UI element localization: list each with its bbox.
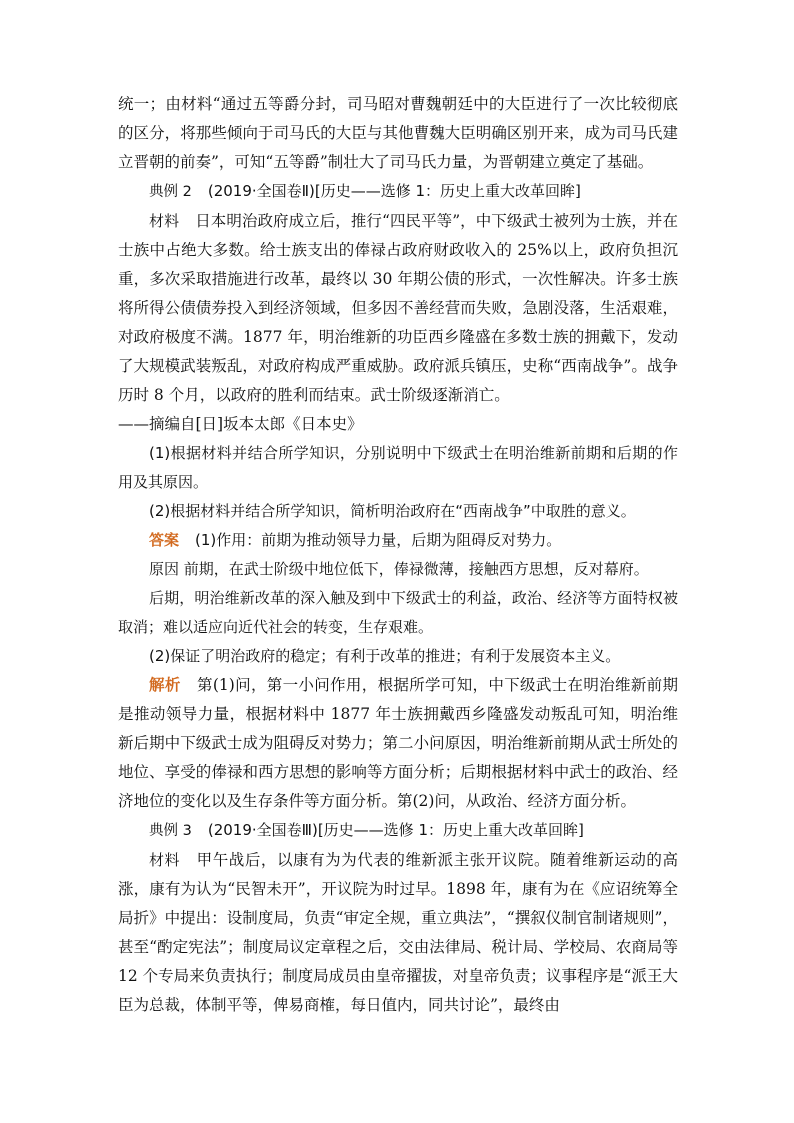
- example2-material: [118, 207, 678, 410]
- example2-question-2: (2)根据材料并结合所学知识，简析明治政府在“西南战争”中取胜的意义。: [149, 502, 636, 520]
- example2-label: 典例 2: [149, 184, 192, 200]
- example3-material-label: 材料: [149, 851, 181, 869]
- example3-source: (2019·全国卷Ⅲ)[历史——选修 1：历史上重大改革回眸]: [207, 821, 584, 839]
- example2-material-label: 材料: [149, 212, 180, 230]
- analysis-text: 第(1)问，第一小问作用，根据所学可知，中下级武士在明治维新前期是推动领导力量，根据材料中 1877 年士族拥戴西乡隆盛发动叛乱可知，明治维新后期中下级武士成为阻碍反对势力；第二小问原因，明治维新前期从武士所处的地位、享受的俸禄和西方思想的影响等方面分析；后期根据材料中武士的政治、经济地位的变化以及生存条件等方面分析。第(2)问，从政治、经济方面分析。: [118, 676, 678, 810]
- analysis-label: 解析: [149, 676, 181, 694]
- example2-answer-4: (2)保证了明治政府的稳定；有利于改革的推进；有利于发展资本主义。: [149, 647, 621, 665]
- example2-source: (2019·全国卷Ⅱ)[历史——选修 1：历史上重大改革回眸]: [207, 182, 581, 200]
- example3-label: 典例 3: [149, 823, 192, 839]
- example2-material-text: 日本明治政府成立后，推行“四民平等”，中下级武士被列为士族，并在士族中占绝大多数。给士族支出的俸禄占政府财政收入的 25%以上，政府负担沉重，多次采取措施进行改革，最终以 30 年期公债的形式，一次性解决。许多士族将所得公债债券投入到经济领域，但多因不善经营而失败，急剧没落，生活艰难，对政府极度不满。1877 年，明治维新的功臣西乡隆盛在多数士族的拥戴下，发动了大规模武装叛乱，对政府构成严重威胁。政府派兵镇压，史称“西南战争”。战争历时 8 个月，以政府的胜利而结束。武士阶级逐渐消亡。: [118, 212, 678, 404]
- example3-material-text: 甲午战后，以康有为为代表的维新派主张开议院。随着维新运动的高涨，康有为认为“民智未开”，开议院为时过早。1898 年，康有为在《应诏统筹全局折》中提出：设制度局，负责“审定全规，重立典法”，“撰叙仪制官制诸规则”，甚至“酌定宪法”；制度局议定章程之后，交由法律局、税计局、学校局、农商局等 12 个专局来负责执行；制度局成员由皇帝擢拔，对皇帝负责；议事程序是“派王大臣为总裁，体制平等，俾易商榷，每日值内，同共讨论”，最终由: [118, 851, 678, 1014]
- example3-header: [118, 816, 678, 846]
- example2-header: [118, 177, 678, 207]
- example3-material: [118, 846, 678, 1020]
- document-page: [118, 90, 678, 1020]
- example2-analysis: [118, 671, 678, 816]
- intro-paragraph: 统一；由材料“通过五等爵分封，司马昭对曹魏朝廷中的大臣进行了一次比较彻底的区分，将那些倾向于司马氏的大臣与其他曹魏大臣明确区别开来，成为司马氏建立晋朝的前奏”，可知“五等爵”制壮大了司马氏力量，为晋朝建立奠定了基础。: [118, 95, 678, 171]
- example2-answer-1: [118, 526, 678, 555]
- answer-text-1: (1)作用：前期为推动领导力量，后期为阻碍反对势力。: [195, 531, 562, 549]
- example2-answer-3: 后期，明治维新改革的深入触及到中下级武士的利益，政治、经济等方面特权被取消；难以适应向近代社会的转变，生存艰难。: [118, 589, 678, 636]
- answer-label: 答案: [149, 531, 180, 549]
- example2-citation: ——摘编自[日]坂本太郎《日本史》: [118, 415, 363, 433]
- example2-answer-2: 原因 前期，在武士阶级中地位低下，俸禄微薄，接触西方思想，反对幕府。: [149, 560, 649, 578]
- example2-question-1: (1)根据材料并结合所学知识，分别说明中下级武士在明治维新前期和后期的作用及其原因。: [118, 444, 678, 491]
